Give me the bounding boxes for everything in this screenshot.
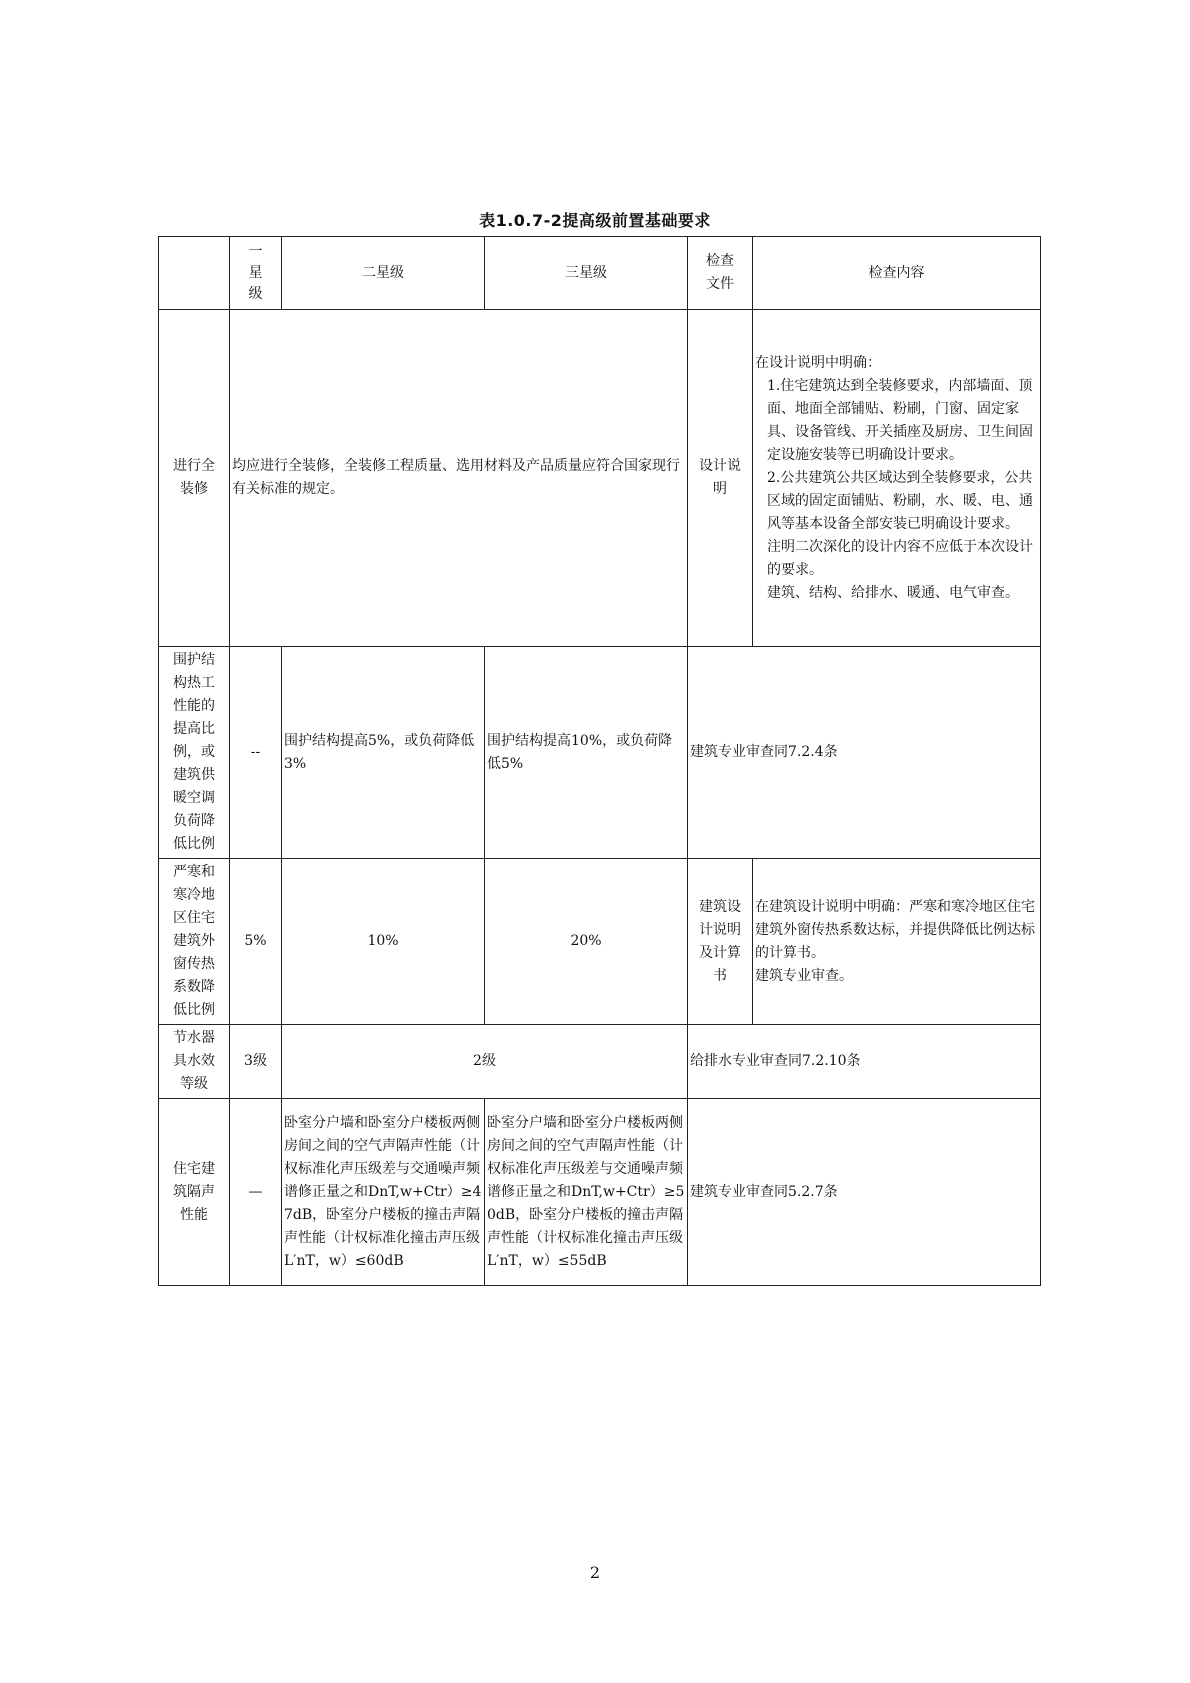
table-row-renovation (159, 310, 1041, 647)
row-three-star: 20% (485, 859, 688, 1025)
row-two-three-star: 2级 (282, 1025, 688, 1099)
header-three-star: 三星级 (485, 237, 688, 310)
requirements-table (158, 236, 1041, 1286)
row-name: 节水器 具水效 等级 (159, 1025, 230, 1099)
header-two-star: 二星级 (282, 237, 485, 310)
row-one-star: 5% (230, 859, 282, 1025)
content-line: 建筑、结构、给排水、暖通、电气审查。 (767, 584, 1019, 601)
row-three-star: 围护结构提高10%，或负荷降低5% (485, 647, 688, 859)
row-three-star: 卧室分户墙和卧室分户楼板两侧房间之间的空气声隔声性能（计权标准化声压级差与交通噪声频谱修正量之和DnT,w+Ctr）≥50dB，卧室分户楼板的撞击声隔声性能（计权标准化撞击声压级L′nT，w）≤55dB (485, 1099, 688, 1286)
header-one-star: 一 星 级 (230, 237, 282, 310)
content-line: 1.住宅建筑达到全装修要求，内部墙面、顶面、地面全部铺贴、粉刷，门窗、固定家具、设备管线、开关插座及厨房、卫生间固定设施安装等已明确设计要求。 (767, 377, 1033, 463)
row-check-content (753, 859, 1041, 1025)
row-requirement: 均应进行全装修，全装修工程质量、选用材料及产品质量应符合国家现行有关标准的规定。 (230, 310, 688, 647)
row-name: 围护结 构热工 性能的 提高比 例，或 建筑供 暖空调 负荷降 低比例 (159, 647, 230, 859)
row-two-star: 10% (282, 859, 485, 1025)
row-two-star: 围护结构提高5%，或负荷降低3% (282, 647, 485, 859)
row-check-content: 给排水专业审查同7.2.10条 (688, 1025, 1041, 1099)
table-row-envelope (159, 647, 1041, 859)
row-check-doc: 设计说 明 (688, 310, 753, 647)
row-check-content: 建筑专业审查同7.2.4条 (688, 647, 1041, 859)
row-two-star: 卧室分户墙和卧室分户楼板两侧房间之间的空气声隔声性能（计权标准化声压级差与交通噪声频谱修正量之和DnT,w+Ctr）≥47dB，卧室分户楼板的撞击声隔声性能（计权标准化撞击声压级L′nT，w）≤60dB (282, 1099, 485, 1286)
row-name: 进行全 装修 (159, 310, 230, 647)
row-name: 住宅建 筑隔声 性能 (159, 1099, 230, 1286)
row-name: 严寒和 寒冷地 区住宅 建筑外 窗传热 系数降 低比例 (159, 859, 230, 1025)
header-check-doc: 检查 文件 (688, 237, 753, 310)
table-row-window (159, 859, 1041, 1025)
row-one-star: 3级 (230, 1025, 282, 1099)
row-check-content (753, 310, 1041, 647)
page-number: 2 (589, 1563, 601, 1582)
row-one-star: -- (230, 647, 282, 859)
table-row-sound (159, 1099, 1041, 1286)
table-row-water (159, 1025, 1041, 1099)
row-check-doc: 建筑设 计说明 及计算 书 (688, 859, 753, 1025)
table-title: 表1.0.7-2提高级前置基础要求 (479, 211, 711, 230)
header-check-content: 检查内容 (753, 237, 1041, 310)
header-item (159, 237, 230, 310)
row-one-star: — (230, 1099, 282, 1286)
row-check-content: 建筑专业审查同5.2.7条 (688, 1099, 1041, 1286)
content-line: 建筑专业审查。 (755, 967, 853, 984)
content-line: 2.公共建筑公共区域达到全装修要求，公共区域的固定面铺贴、粉刷，水、暖、电、通风等基本设备全部安装已明确设计要求。 (767, 469, 1033, 532)
content-line: 在设计说明中明确： (755, 354, 881, 371)
table-header-row (159, 237, 1041, 310)
content-line: 注明二次深化的设计内容不应低于本次设计的要求。 (767, 538, 1033, 578)
content-line: 在建筑设计说明中明确：严寒和寒冷地区住宅建筑外窗传热系数达标，并提供降低比例达标的计算书。 (755, 898, 1035, 961)
